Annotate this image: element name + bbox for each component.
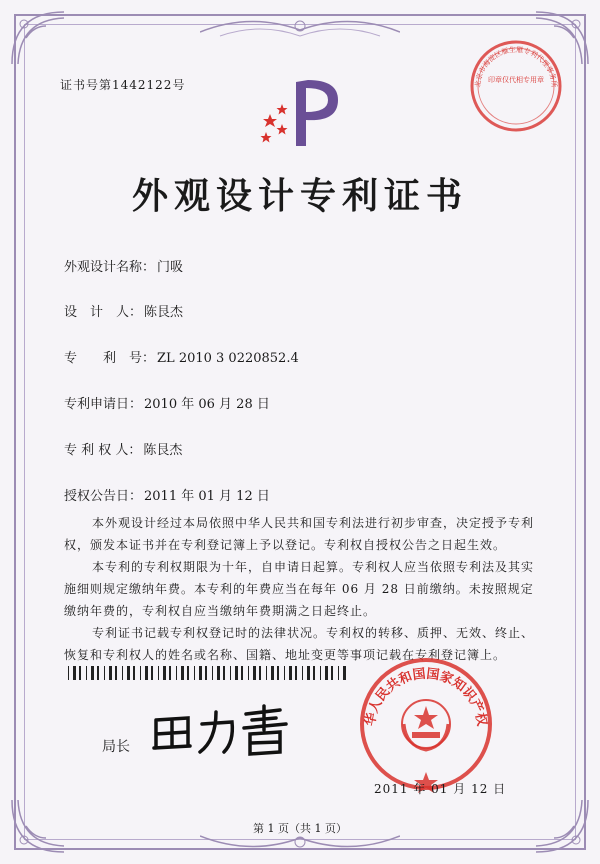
- agency-stamp-ring-text: 北京市海淀区雁生雁专利代理事务所: [473, 45, 559, 88]
- barcode-bar: [194, 666, 195, 680]
- barcode-bar: [187, 666, 189, 680]
- barcode-bar: [158, 666, 159, 680]
- field-value: 2010 年 06 月 28 日: [144, 397, 270, 412]
- official-seal: [356, 654, 496, 794]
- barcode-bar: [253, 666, 256, 680]
- barcode-bar: [73, 666, 76, 680]
- barcode-bar: [325, 666, 328, 680]
- barcode-bar: [140, 666, 141, 680]
- barcode-bar: [181, 666, 184, 680]
- field-value: 陈艮杰: [143, 443, 183, 458]
- field-label: 专 利 权 人：: [64, 443, 142, 458]
- barcode-bar: [295, 666, 297, 680]
- field-designer: [64, 301, 183, 320]
- field-label: 授权公告日：: [64, 489, 143, 504]
- barcode-bar: [212, 666, 213, 680]
- barcode-bar: [68, 666, 69, 680]
- director-title: 局长: [102, 739, 130, 755]
- barcode-bar: [284, 666, 285, 680]
- agency-stamp: [466, 36, 566, 136]
- field-value: 门吸: [157, 260, 184, 275]
- barcode-bar: [271, 666, 274, 680]
- barcode-bar: [205, 666, 207, 680]
- barcode-bar: [151, 666, 153, 680]
- field-label: 专利申请日：: [64, 397, 143, 412]
- field-application-date: [64, 393, 270, 412]
- field-patentee: [64, 439, 182, 458]
- field-patent-number: [64, 347, 299, 366]
- barcode-bar: [122, 666, 123, 680]
- barcode-bar: [343, 666, 346, 680]
- barcode-bar: [266, 666, 267, 680]
- page-footer: 第 1 页（共 1 页）: [253, 822, 347, 835]
- barcode-bar: [302, 666, 303, 680]
- barcode-bar: [127, 666, 130, 680]
- barcode-bar: [163, 666, 166, 680]
- barcode-bar: [176, 666, 177, 680]
- certificate-body: [64, 512, 544, 666]
- field-value: ZL 2010 3 0220852.4: [157, 351, 299, 366]
- barcode-bar: [79, 666, 81, 680]
- corner-ornament-top-left: [8, 8, 68, 68]
- certificate-title: 外观设计专利证书: [131, 175, 468, 217]
- barcode-bar: [145, 666, 148, 680]
- body-paragraph: 本专利的专利权期限为十年，自申请日起算。专利权人应当依照专利法及其实施细则规定缴纳年费。本专利的年费应当在每年 06 月 28 日前缴纳。未按照规定缴纳年费的，专利权自应当缴纳年费期满之日起终止。: [64, 560, 535, 618]
- barcode-bar: [277, 666, 279, 680]
- field-label: 设 计 人：: [64, 305, 143, 320]
- barcode-bar: [307, 666, 310, 680]
- seal-ring-text: 华人民共和国国家知识产权: [362, 666, 490, 728]
- barcode-bar: [91, 666, 94, 680]
- field-grant-date: [64, 485, 270, 504]
- barcode-bar: [109, 666, 112, 680]
- barcode-bar: [133, 666, 135, 680]
- barcode-bar: [97, 666, 99, 680]
- field-value: 2011 年 01 月 12 日: [144, 489, 270, 504]
- barcode-bar: [248, 666, 249, 680]
- body-paragraph: 专利证书记载专利权登记时的法律状况。专利权的转移、质押、无效、终止、恢复和专利权人的姓名或名称、国籍、地址变更等事项记载在专利登记簿上。: [64, 626, 535, 662]
- body-paragraph: 本外观设计经过本局依照中华人民共和国专利法进行初步审查，决定授予专利权，颁发本证书并在专利登记簿上予以登记。专利权自授权公告之日起生效。: [64, 516, 535, 552]
- director-signature: [148, 700, 298, 760]
- patent-office-logo: [252, 74, 352, 154]
- barcode-bar: [223, 666, 225, 680]
- barcode-bar: [104, 666, 105, 680]
- barcode-bar: [338, 666, 339, 680]
- barcode-bar: [313, 666, 315, 680]
- certificate-number: 证书号第1442122号: [60, 78, 186, 92]
- field-design-name: [64, 256, 183, 275]
- barcode-bar: [241, 666, 243, 680]
- field-value: 陈艮杰: [144, 305, 184, 320]
- barcode-bar: [86, 666, 87, 680]
- barcode-bar: [320, 666, 321, 680]
- barcode: [68, 666, 348, 680]
- barcode-bar: [289, 666, 292, 680]
- field-label: 外观设计名称：: [64, 260, 156, 275]
- barcode-bar: [217, 666, 220, 680]
- barcode-bar: [199, 666, 202, 680]
- agency-stamp-inner-text: 印章仅代相专用章: [488, 76, 544, 84]
- barcode-bar: [169, 666, 171, 680]
- seal-date: 2011 年 01 月 12 日: [374, 782, 507, 796]
- barcode-bar: [259, 666, 261, 680]
- top-ornament: [200, 12, 400, 42]
- barcode-bar: [230, 666, 231, 680]
- barcode-bar: [115, 666, 117, 680]
- field-label: 专 利 号：: [64, 351, 156, 366]
- barcode-bar: [331, 666, 333, 680]
- barcode-bar: [235, 666, 238, 680]
